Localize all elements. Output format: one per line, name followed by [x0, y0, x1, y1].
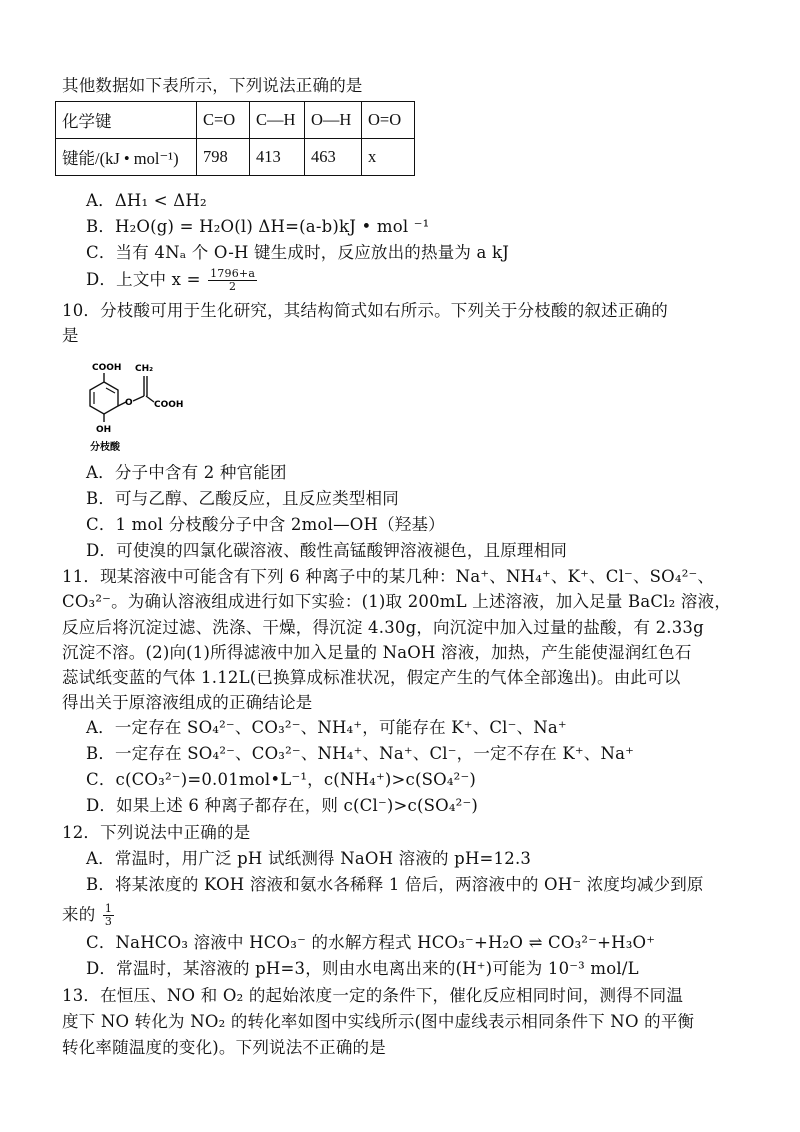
q9-option-b: B．H₂O(g) = H₂O(l) ΔH=(a-b)kJ • mol ⁻¹ [86, 217, 430, 236]
table-row [56, 139, 415, 176]
q11-option-a: A．一定存在 SO₄²⁻、CO₃²⁻、NH₄⁺，可能存在 K⁺、Cl⁻、Na⁺ [86, 718, 567, 737]
table-header-cell: O=O [362, 102, 415, 139]
fraction-numerator: 1 [104, 902, 113, 915]
q10-option-b: B．可与乙醇、乙酸反应，且反应类型相同 [86, 489, 399, 508]
question-9-intro: 其他数据如下表所示，下列说法正确的是 [62, 76, 363, 95]
q12-option-b-line1: B．将某浓度的 KOH 溶液和氨水各稀释 1 倍后，两溶液中的 OH⁻ 浓度均减少到原 [86, 875, 704, 894]
q11-stem-line5: 蕊试纸变蓝的气体 1.12L(已换算成标准状况，假定产生的气体全部逸出)。由此可以 [62, 668, 681, 687]
structure-label-ch2: CH₂ [135, 364, 154, 374]
bond-energy-table [55, 101, 415, 176]
table-header-cell: 化学键 [56, 102, 197, 139]
fraction-denominator: 2 [229, 280, 237, 293]
q10-option-c: C．1 mol 分枝酸分子中含 2mol—OH（羟基） [86, 515, 445, 534]
q13-stem-line2: 度下 NO 转化为 NO₂ 的转化率如图中实线所示(图中虚线表示相同条件下 NO 的平衡 [62, 1012, 695, 1031]
fraction [208, 268, 257, 293]
q11-stem-line3: 反应后将沉淀过滤、洗涤、干燥，得沉淀 4.30g，向沉淀中加入过量的盐酸，有 2.33g [62, 618, 704, 637]
table-cell: 463 [305, 139, 362, 176]
table-header-cell: C—H [250, 102, 305, 139]
table-cell: x [362, 139, 415, 176]
structure-label-cooh-right: COOH [154, 400, 184, 410]
q13-stem-line1: 13．在恒压、NO 和 O₂ 的起始浓度一定的条件下，催化反应相同时间，测得不同温 [62, 986, 684, 1005]
fraction-numerator: 1796+a [210, 267, 256, 280]
table-cell: 413 [250, 139, 305, 176]
q11-option-c: C．c(CO₃²⁻)=0.01mol•L⁻¹，c(NH₄⁺)>c(SO₄²⁻) [86, 770, 477, 789]
q12-option-c: C．NaHCO₃ 溶液中 HCO₃⁻ 的水解方程式 HCO₃⁻+H₂O ⇌ CO₃²⁻+H₃O⁺ [86, 933, 656, 952]
fraction-denominator: 3 [104, 915, 113, 928]
structure-label-oh: OH [96, 425, 112, 435]
structure-caption: 分枝酸 [90, 442, 120, 453]
q10-stem-line2: 是 [62, 326, 79, 345]
table-row [56, 102, 415, 139]
q10-option-d: D．可使溴的四氯化碳溶液、酸性高锰酸钾溶液褪色，且原理相同 [86, 541, 568, 560]
q9-option-a: A．ΔH₁ < ΔH₂ [86, 191, 207, 210]
fraction [103, 903, 114, 928]
q9-option-d-text: D．上文中 x = [86, 270, 201, 289]
q12-option-b-line2 [62, 903, 114, 928]
q11-option-b: B．一定存在 SO₄²⁻、CO₃²⁻、NH₄⁺、Na⁺、Cl⁻，一定不存在 K⁺、Na⁺ [86, 744, 635, 763]
q11-stem-line6: 得出关于原溶液组成的正确结论是 [62, 693, 313, 712]
q12-option-a: A．常温时，用广泛 pH 试纸测得 NaOH 溶液的 pH=12.3 [86, 849, 532, 868]
q9-option-c: C．当有 4Nₐ 个 O-H 键生成时，反应放出的热量为 a kJ [86, 243, 510, 262]
q10-stem-line1: 10．分枝酸可用于生化研究，其结构简式如右所示。下列关于分枝酸的叙述正确的 [62, 301, 668, 320]
structure-drawing [82, 358, 212, 454]
table-header-cell: C=O [197, 102, 250, 139]
q12-option-b-line2-text: 来的 [62, 905, 96, 924]
q10-option-a: A．分子中含有 2 种官能团 [86, 463, 287, 482]
q9-option-d [86, 268, 257, 293]
q11-option-d: D．如果上述 6 种离子都存在，则 c(Cl⁻)>c(SO₄²⁻) [86, 796, 478, 815]
chorismic-acid-structure [82, 358, 212, 454]
table-header-cell: O—H [305, 102, 362, 139]
structure-label-cooh-top: COOH [92, 363, 122, 373]
q13-stem-line3: 转化率随温度的变化)。下列说法不正确的是 [62, 1038, 386, 1057]
q11-stem-line4: 沉淀不溶。(2)向(1)所得滤液中加入足量的 NaOH 溶液，加热，产生能使湿润红色石 [62, 643, 692, 662]
q12-stem: 12．下列说法中正确的是 [62, 823, 251, 842]
q12-option-d: D．常温时，某溶液的 pH=3，则由水电离出来的(H⁺)可能为 10⁻³ mol/L [86, 959, 639, 978]
svg-text:O: O [125, 398, 133, 408]
table-cell: 798 [197, 139, 250, 176]
q11-stem-line1: 11．现某溶液中可能含有下列 6 种离子中的某几种：Na⁺、NH₄⁺、K⁺、Cl⁻、SO₄²⁻、 [62, 567, 715, 586]
q11-stem-line2: CO₃²⁻。为确认溶液组成进行如下实验：(1)取 200mL 上述溶液，加入足量 BaCl₂ 溶液， [62, 592, 732, 611]
table-cell: 键能/(kJ • mol⁻¹) [56, 139, 197, 176]
